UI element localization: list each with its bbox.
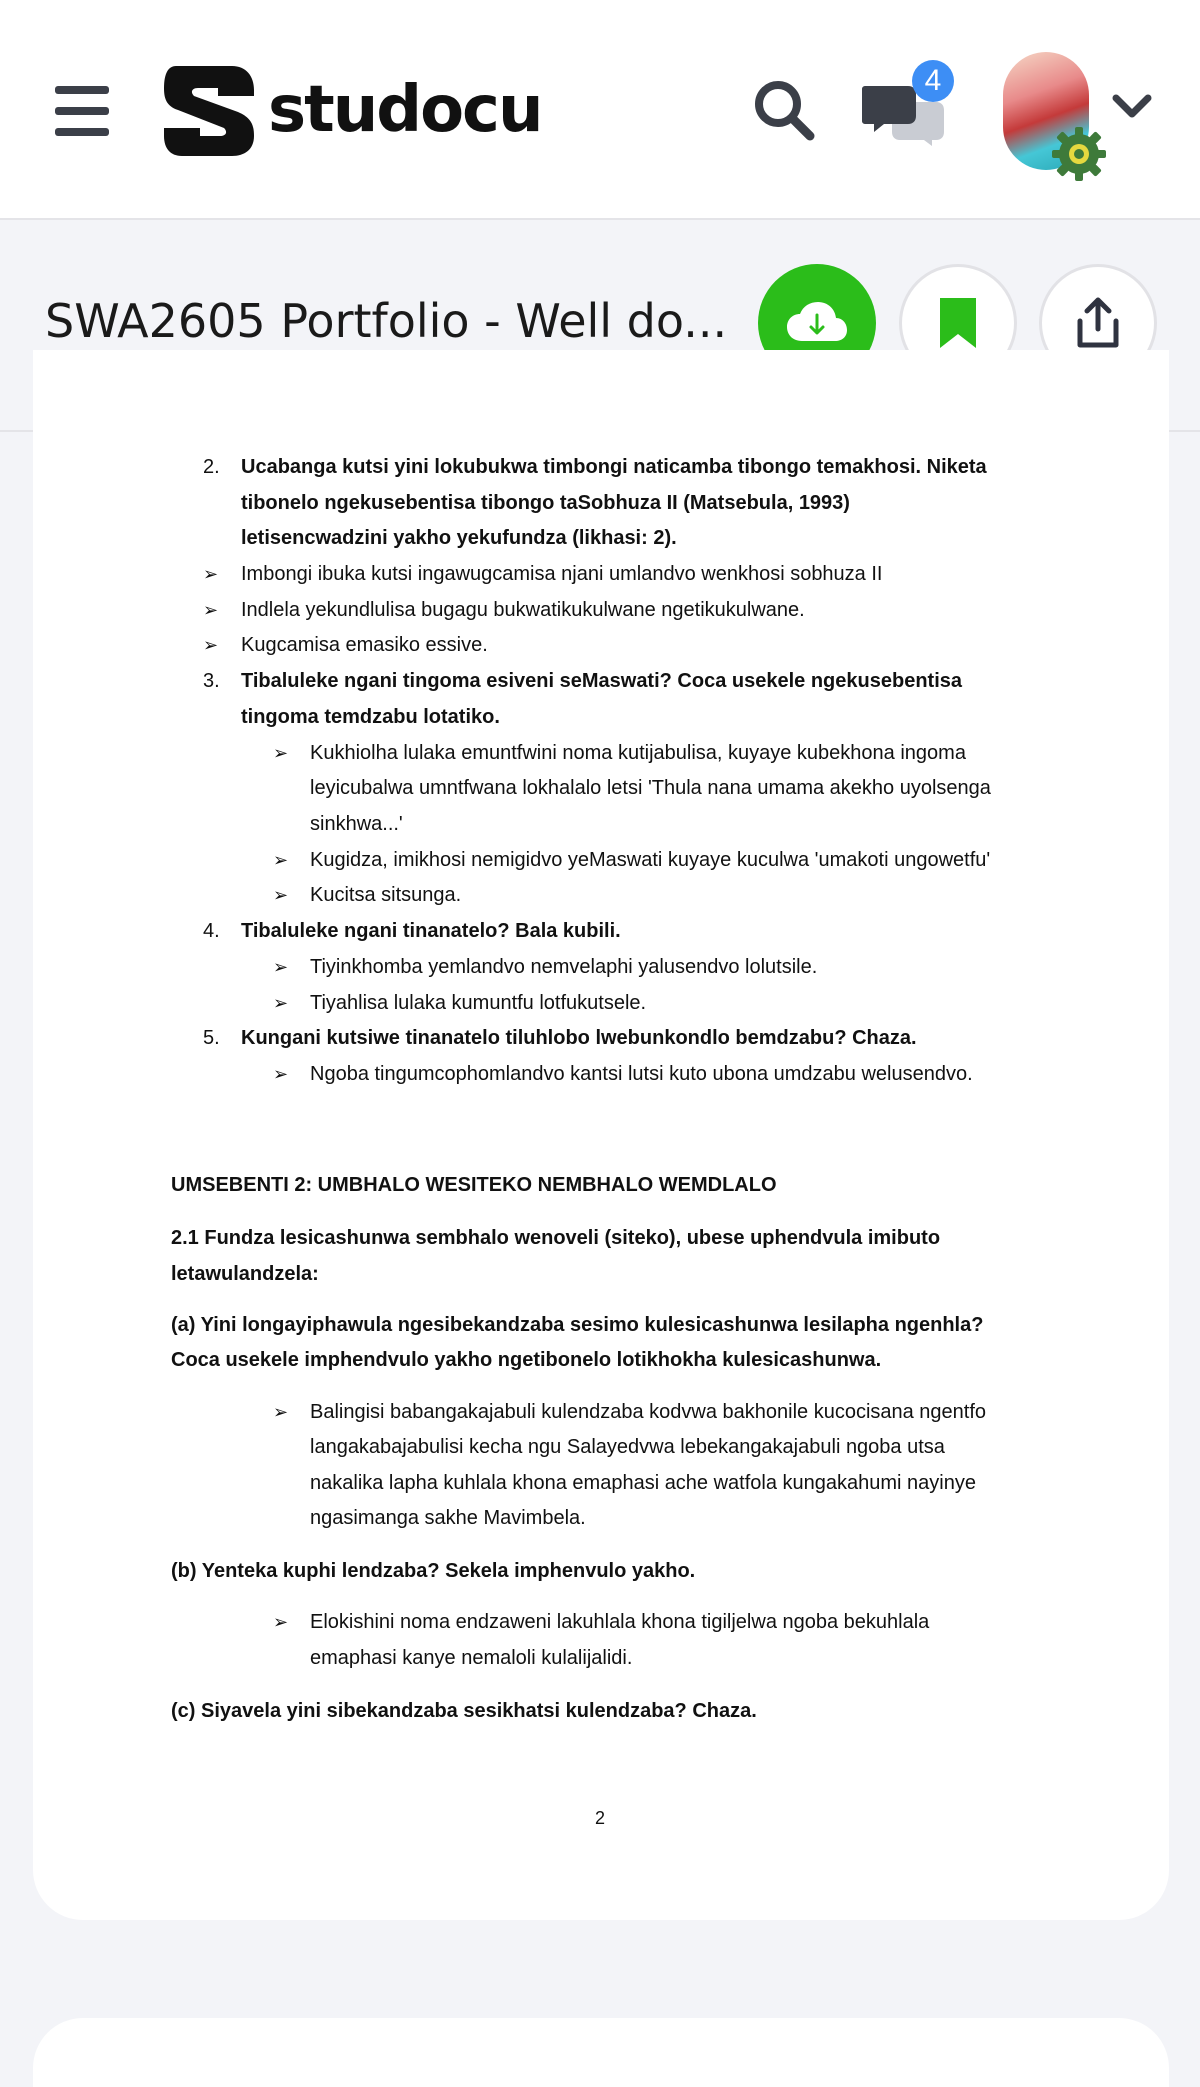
logo-text: studocu [268, 73, 542, 147]
question-text: (a) Yini longayiphawula ngesibekandzaba sesimo kulesicashunwa lesilapha ngenhla? [171, 1314, 984, 1336]
answer-text: Tiyahlisa lulaka kumuntfu lotfukutsele. [310, 992, 647, 1014]
answer-text: sinkhwa...' [310, 813, 403, 835]
document-title: SWA2605 Portfolio - Well do... [45, 294, 728, 348]
question-text: Tibaluleke ngani tinanatelo? Bala kubili. [241, 920, 621, 942]
question-number: 3. [203, 670, 220, 692]
question-text: (c) Siyavela yini sibekandzaba sesikhatsi kulendzaba? Chaza. [171, 1700, 757, 1722]
question-text: (b) Yenteka kuphi lendzaba? Sekela imphenvulo yakho. [171, 1560, 696, 1582]
answer-text: Kugidza, imikhosi nemigidvo yeMaswati kuyaye kuculwa 'umakoti ungowetfu' [310, 849, 991, 871]
top-navigation-bar [0, 0, 1200, 220]
bullet-arrow-icon: ➢ [273, 885, 289, 905]
instruction-text: 2.1 Fundza lesicashunwa sembhalo wenoveli (siteko), ubese uphendvula imibuto [171, 1227, 941, 1249]
bullet-arrow-icon: ➢ [273, 1064, 289, 1084]
answer-text: Kucitsa sitsunga. [310, 884, 462, 906]
answer-text: emaphasi kanye nemaloli kulalijalidi. [310, 1647, 633, 1669]
answer-text: Elokishini noma endzaweni lakuhlala khona tigiljelwa ngoba bekuhlala [310, 1611, 930, 1633]
answer-text: nakalika lapha kuhlala khona emaphasi ache watfola kungakahumi nayinye [310, 1472, 976, 1494]
section-heading: UMSEBENTI 2: UMBHALO WESITEKO NEMBHALO WEMDLALO [171, 1174, 777, 1196]
search-icon[interactable] [752, 78, 816, 142]
question-number: 5. [203, 1027, 220, 1049]
question-text: letisencwadzini yakho yekufundza (likhasi: 2). [241, 527, 677, 549]
menu-icon[interactable] [55, 86, 109, 136]
answer-text: leyicubalwa umntfwana lokhalalo letsi 'Thula nana umama akekho uyolsenga [310, 777, 991, 799]
document-content [33, 350, 1169, 1920]
answer-text: Imbongi ibuka kutsi ingawugcamisa njani umlandvo wenkhosi sobhuza II [241, 563, 883, 585]
answer-text: Tiyinkhomba yemlandvo nemvelaphi yalusendvo lolutsile. [310, 956, 818, 978]
bullet-arrow-icon: ➢ [273, 1612, 289, 1632]
studocu-logo[interactable] [162, 62, 542, 158]
chevron-down-icon[interactable] [1112, 92, 1152, 120]
bullet-arrow-icon: ➢ [203, 564, 219, 584]
cloud-download-icon [786, 301, 848, 345]
bullet-arrow-icon: ➢ [273, 850, 289, 870]
answer-text: Indlela yekundlulisa bugagu bukwatikukulwane ngetikukulwane. [241, 599, 805, 621]
question-number: 4. [203, 920, 220, 942]
answer-text: Ngoba tingumcophomlandvo kantsi lutsi kuto ubona umdzabu welusendvo. [310, 1063, 973, 1085]
bullet-arrow-icon: ➢ [273, 743, 289, 763]
notification-badge: 4 [912, 60, 954, 102]
question-text: tingoma temdzabu lotatiko. [241, 706, 500, 728]
question-text: Tibaluleke ngani tingoma esiveni seMaswati? Coca usekele ngekusebentisa [241, 670, 962, 692]
question-text: Ucabanga kutsi yini lokubukwa timbongi naticamba tibongo temakhosi. Niketa [241, 456, 987, 478]
page-number: 2 [595, 1808, 606, 1828]
studocu-logo-icon [162, 62, 256, 158]
answer-text: Kukhiolha lulaka emuntfwini noma kutijabulisa, kuyaye kubekhona ingoma [310, 742, 966, 764]
answer-text: Kugcamisa emasiko essive. [241, 634, 488, 656]
document-page [33, 350, 1169, 1920]
next-document-page [33, 2018, 1169, 2087]
question-text: tibonelo ngekusebentisa tibongo taSobhuza II (Matsebula, 1993) [241, 492, 850, 514]
bookmark-icon [940, 298, 976, 348]
answer-text: Balingisi babangakajabuli kulendzaba kodvwa bakhonile kucocisana ngentfo [310, 1401, 987, 1423]
answer-text: langakabajabulisi kecha ngu Salayedvwa lebekangakajabuli ngoba utsa [310, 1436, 945, 1458]
bullet-arrow-icon: ➢ [273, 957, 289, 977]
gear-icon [1050, 125, 1108, 183]
question-text: Kungani kutsiwe tinanatelo tiluhlobo lwebunkondlo bemdzabu? Chaza. [241, 1027, 917, 1049]
question-number: 2. [203, 456, 220, 478]
bullet-arrow-icon: ➢ [273, 1402, 289, 1422]
bullet-arrow-icon: ➢ [203, 635, 219, 655]
answer-text: ngasimanga sakhe Mavimbela. [310, 1507, 586, 1529]
bullet-arrow-icon: ➢ [273, 993, 289, 1013]
bullet-arrow-icon: ➢ [203, 600, 219, 620]
question-text: Coca usekele imphendvulo yakho ngetibonelo lotikhokha kulesicashunwa. [171, 1349, 882, 1371]
instruction-text: letawulandzela: [171, 1263, 319, 1285]
share-icon [1075, 297, 1121, 349]
